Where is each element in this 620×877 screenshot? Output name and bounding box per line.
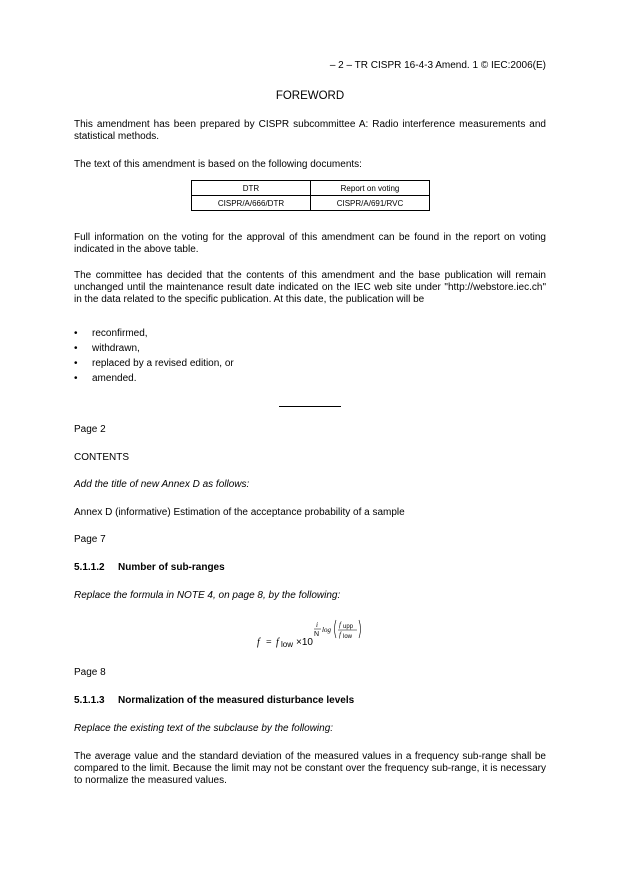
foreword-title: FOREWORD (275, 90, 345, 102)
ratio-denominator-sub: low (343, 634, 353, 640)
documents-intro: The text of this amendment is based on the following documents: (74, 159, 362, 170)
table-header-row (192, 181, 430, 196)
bullet-icon: • (74, 358, 78, 369)
voting-paragraph: Full information on the voting for the approval of this amendment can be found in the report on voting indicated in the above table. (74, 232, 546, 255)
left-paren-icon (335, 620, 337, 638)
formula-equals: = (266, 637, 272, 648)
sub-range-formula (255, 618, 375, 652)
page-7-label: Page 7 (74, 534, 106, 545)
page-header: – 2 – TR CISPR 16-4-3 Amend. 1 © IEC:2006(E) (329, 60, 546, 71)
ratio-denominator-f: f (339, 631, 341, 639)
normalization-paragraph: The average value and the standard deviation of the measured values in a frequency sub-range shall be compared to the limit. Because the limit may not be constant over the frequency sub-range, it is necessary to normalize the measured values. (74, 751, 546, 786)
table-header-dtr: DTR (192, 181, 311, 196)
section-number: 5.1.1.3 (74, 695, 105, 706)
section-heading-5-1-1-3 (74, 695, 546, 707)
section-title: Number of sub-ranges (118, 562, 225, 573)
formula-times-ten: ×10 (296, 637, 313, 648)
list-item-text: replaced by a revised edition, or (92, 358, 234, 369)
instruction-annex: Add the title of new Annex D as follows: (74, 479, 250, 490)
ratio-numerator-sub: upp (343, 624, 354, 630)
table-header-voting: Report on voting (311, 181, 430, 196)
exponent-log: log (322, 626, 331, 634)
list-item-text: withdrawn, (92, 343, 140, 354)
annex-d-line: Annex D (informative) Estimation of the acceptance probability of a sample (74, 507, 405, 518)
list-item-text: amended. (92, 373, 137, 384)
page-2-label: Page 2 (74, 424, 106, 435)
formula-lhs: f (257, 637, 260, 648)
bullet-icon: • (74, 328, 78, 339)
documents-table (191, 180, 430, 211)
formula-f-low: f (276, 637, 279, 648)
exponent-numerator: i (316, 621, 318, 629)
section-heading-5-1-1-2 (74, 562, 546, 574)
table-row (192, 196, 430, 211)
right-paren-icon (359, 620, 361, 638)
instruction-formula: Replace the formula in NOTE 4, on page 8, by the following: (74, 590, 341, 601)
list-item (74, 358, 234, 373)
list-item (74, 328, 234, 343)
table-cell-dtr: CISPR/A/666/DTR (192, 196, 311, 211)
formula-f-low-sub: low (281, 640, 294, 649)
list-item (74, 373, 234, 388)
instruction-replace-text: Replace the existing text of the subclause by the following: (74, 723, 334, 734)
separator-line (279, 406, 341, 407)
bullet-icon: • (74, 343, 78, 354)
committee-paragraph: The committee has decided that the contents of this amendment and the base publication will remain unchanged until the maintenance result date indicated on the IEC web site under "http://webstore.iec.ch" in the data related to the specific publication. At this date, the publication will be (74, 270, 546, 305)
ratio-numerator-f: f (339, 621, 341, 629)
list-item (74, 343, 234, 358)
contents-label: CONTENTS (74, 452, 129, 463)
page-8-label: Page 8 (74, 667, 106, 678)
table-cell-rvc: CISPR/A/691/RVC (311, 196, 430, 211)
intro-paragraph: This amendment has been prepared by CISPR subcommittee A: Radio interference measurements and statistical methods. (74, 119, 546, 142)
exponent-denominator: N (314, 631, 320, 638)
section-number: 5.1.1.2 (74, 562, 105, 573)
outcome-list (74, 328, 234, 388)
bullet-icon: • (74, 373, 78, 384)
list-item-text: reconfirmed, (92, 328, 148, 339)
section-title: Normalization of the measured disturbance levels (118, 695, 355, 706)
